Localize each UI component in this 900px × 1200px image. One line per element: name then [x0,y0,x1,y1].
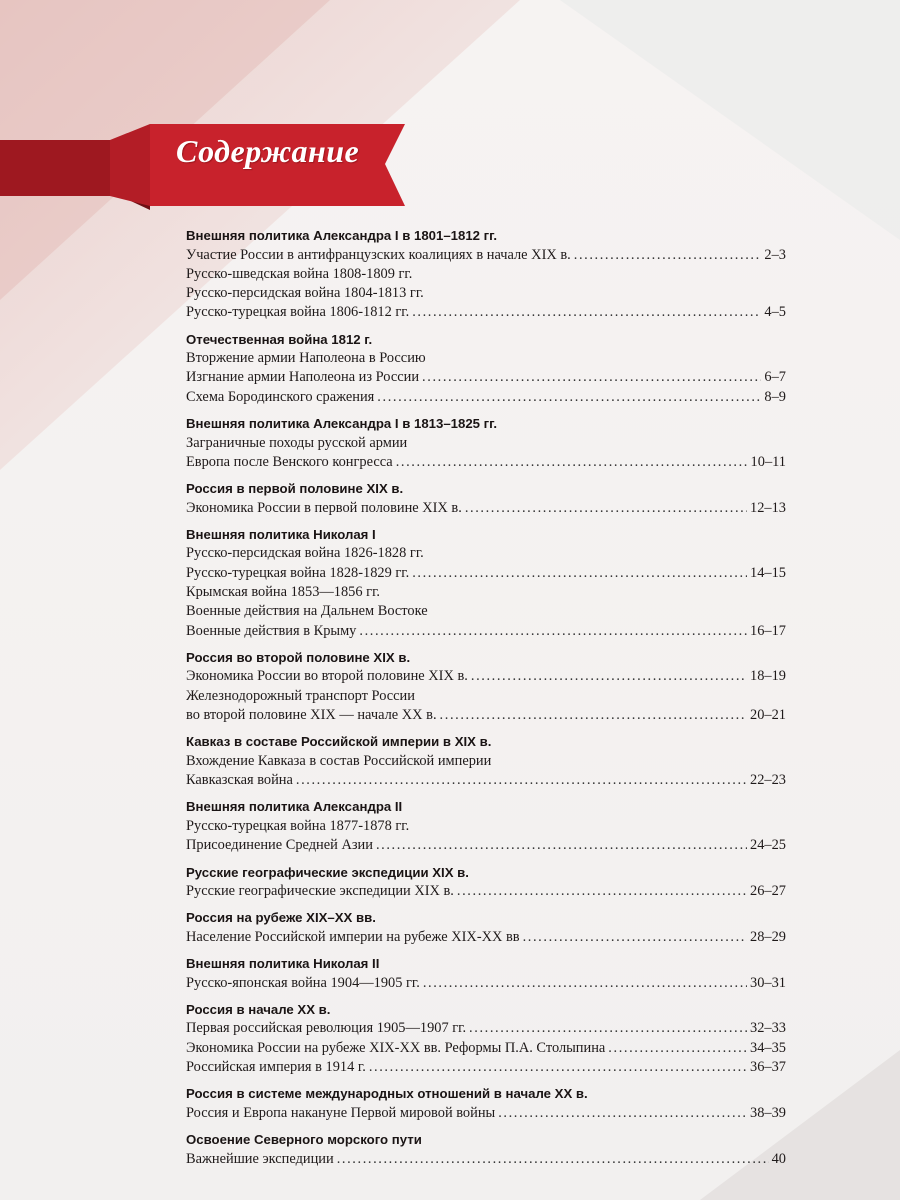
entry-pages: 20–21 [750,707,786,724]
entry-label: Военные действия в Крыму [186,622,357,639]
entry-label: Участие России в антифранцузских коалициях в начале XIX в. [186,246,571,263]
toc-entry[interactable] [186,882,786,901]
entry-label: Российская империя в 1914 г. [186,1059,366,1076]
entry-label: Вхождение Кавказа в состав Российской империи [186,752,492,769]
toc-section [186,908,786,947]
toc-section [186,797,786,855]
leader-dots [296,771,747,790]
toc-entry[interactable] [186,1039,786,1058]
toc-section [186,226,786,323]
leader-dots [337,1150,769,1169]
leader-dots [471,667,747,686]
section-title: Кавказ в составе Российской империи в XIX в. [186,734,492,750]
section-title: Внешняя политика Николая II [186,956,380,972]
entry-pages: 34–35 [750,1039,786,1056]
leader-dots [423,974,747,993]
toc-entry[interactable] [186,667,786,686]
toc-entry[interactable] [186,687,786,706]
toc-section [186,479,786,518]
leader-dots [523,928,747,947]
leader-dots [498,1104,747,1123]
section-title: Отечественная война 1812 г. [186,331,373,347]
entry-label: Крымская война 1853—1856 гг. [186,584,380,601]
toc-entry[interactable] [186,771,786,790]
leader-dots [359,622,747,641]
entry-label: Русско-турецкая война 1877-1878 гг. [186,817,410,834]
entry-label: Русско-персидская война 1804-1813 гг. [186,285,424,302]
toc-entry[interactable] [186,1058,786,1077]
entry-pages: 30–31 [750,974,786,991]
entry-label: во второй половине XIX — начале XX в. [186,707,437,724]
entry-pages: 10–11 [750,453,786,470]
entry-pages: 16–17 [750,622,786,639]
entry-pages: 38–39 [750,1104,786,1121]
entry-label: Русско-японская война 1904—1905 гг. [186,974,420,991]
entry-pages: 24–25 [750,837,786,854]
toc-section [186,330,786,407]
table-of-contents [186,226,786,1176]
section-title: Россия в первой половине XIX в. [186,481,404,497]
entry-pages: 32–33 [750,1020,786,1037]
toc-entry[interactable] [186,1104,786,1123]
section-title: Внешняя политика Александра I в 1813–1825 гг. [186,416,497,432]
entry-label: Русско-шведская война 1808-1809 гг. [186,265,413,282]
toc-entry[interactable] [186,817,786,836]
toc-entry[interactable] [186,368,786,387]
toc-entry[interactable] [186,622,786,641]
leader-dots [422,368,761,387]
entry-label: Экономика России во второй половине XIX в. [186,668,468,685]
entry-pages: 6–7 [764,369,786,386]
toc-entry[interactable] [186,303,786,322]
entry-label: Русско-турецкая война 1806-1812 гг. [186,304,410,321]
toc-entry[interactable] [186,434,786,453]
toc-entry[interactable] [186,583,786,602]
entry-label: Русские географические экспедиции XIX в. [186,883,454,900]
toc-entry[interactable] [186,265,786,284]
section-title: Русские географические экспедиции XIX в. [186,864,469,880]
entry-label: Заграничные походы русской армии [186,434,408,451]
entry-label: Военные действия на Дальнем Востоке [186,603,428,620]
entry-label: Железнодорожный транспорт России [186,687,415,704]
entry-label: Европа после Венского конгресса [186,453,393,470]
entry-label: Русско-турецкая война 1828-1829 гг. [186,564,410,581]
leader-dots [608,1039,747,1058]
toc-entry[interactable] [186,974,786,993]
entry-label: Экономика России в первой половине XIX в. [186,499,462,516]
entry-pages: 2–3 [764,246,786,263]
leader-dots [376,836,747,855]
toc-section [186,954,786,993]
entry-pages: 40 [771,1150,786,1167]
toc-entry[interactable] [186,544,786,563]
toc-section [186,1000,786,1077]
leader-dots [440,706,747,725]
toc-entry[interactable] [186,349,786,368]
toc-entry[interactable] [186,284,786,303]
leader-dots [396,453,748,472]
leader-dots [412,303,761,322]
entry-pages: 12–13 [750,499,786,516]
toc-entry[interactable] [186,836,786,855]
toc-section [186,732,786,790]
toc-section [186,648,786,725]
leader-dots [377,388,761,407]
toc-entry[interactable] [186,564,786,583]
entry-label: Присоединение Средней Азии [186,837,373,854]
toc-entry[interactable] [186,752,786,771]
section-title: Россия на рубеже XIX–XX вв. [186,910,376,926]
toc-entry[interactable] [186,928,786,947]
section-title: Внешняя политика Александра I в 1801–1812 гг. [186,228,497,243]
toc-section [186,1084,786,1123]
entry-label: Кавказская война [186,772,293,789]
leader-dots [457,882,747,901]
toc-section [186,863,786,902]
section-title: Россия в начале XX в. [186,1001,331,1017]
entry-pages: 4–5 [764,304,786,321]
section-title: Внешняя политика Николая I [186,526,376,542]
toc-entry[interactable] [186,602,786,621]
leader-dots [465,499,747,518]
leader-dots [574,246,762,265]
leader-dots [469,1019,747,1038]
entry-label: Русско-персидская война 1826-1828 гг. [186,545,424,562]
toc-entry[interactable] [186,1150,786,1169]
entry-label: Важнейшие экспедиции [186,1150,334,1167]
page-title: Содержание [176,133,360,169]
toc-section [186,525,786,641]
section-title: Освоение Северного морского пути [186,1132,422,1148]
toc-entry[interactable] [186,706,786,725]
leader-dots [369,1058,747,1077]
entry-pages: 28–29 [750,928,786,945]
entry-label: Население Российской империи на рубеже XIX-XX вв [186,928,520,945]
toc-entry[interactable] [186,246,786,265]
entry-label: Экономика России на рубеже XIX-XX вв. Реформы П.А. Столыпина [186,1039,606,1056]
section-title: Россия в системе международных отношений в начале XX в. [186,1086,588,1102]
section-title: Россия во второй половине XIX в. [186,649,411,665]
entry-label: Изгнание армии Наполеона из России [186,369,420,386]
leader-dots [412,564,747,583]
entry-label: Первая российская революция 1905—1907 гг. [186,1020,467,1037]
entry-pages: 18–19 [750,668,786,685]
toc-entry[interactable] [186,388,786,407]
toc-entry[interactable] [186,1019,786,1038]
entry-label: Схема Бородинского сражения [186,388,375,405]
entry-label: Вторжение армии Наполеона в Россию [186,350,426,367]
section-title: Внешняя политика Александра II [186,799,403,815]
entry-pages: 8–9 [764,388,786,405]
toc-entry[interactable] [186,453,786,472]
entry-pages: 26–27 [750,883,786,900]
entry-label: Россия и Европа накануне Первой мировой войны [186,1104,496,1121]
entry-pages: 22–23 [750,772,786,789]
toc-section [186,1130,786,1169]
entry-pages: 36–37 [750,1059,786,1076]
toc-entry[interactable] [186,499,786,518]
toc-section [186,414,786,472]
entry-pages: 14–15 [750,564,786,581]
